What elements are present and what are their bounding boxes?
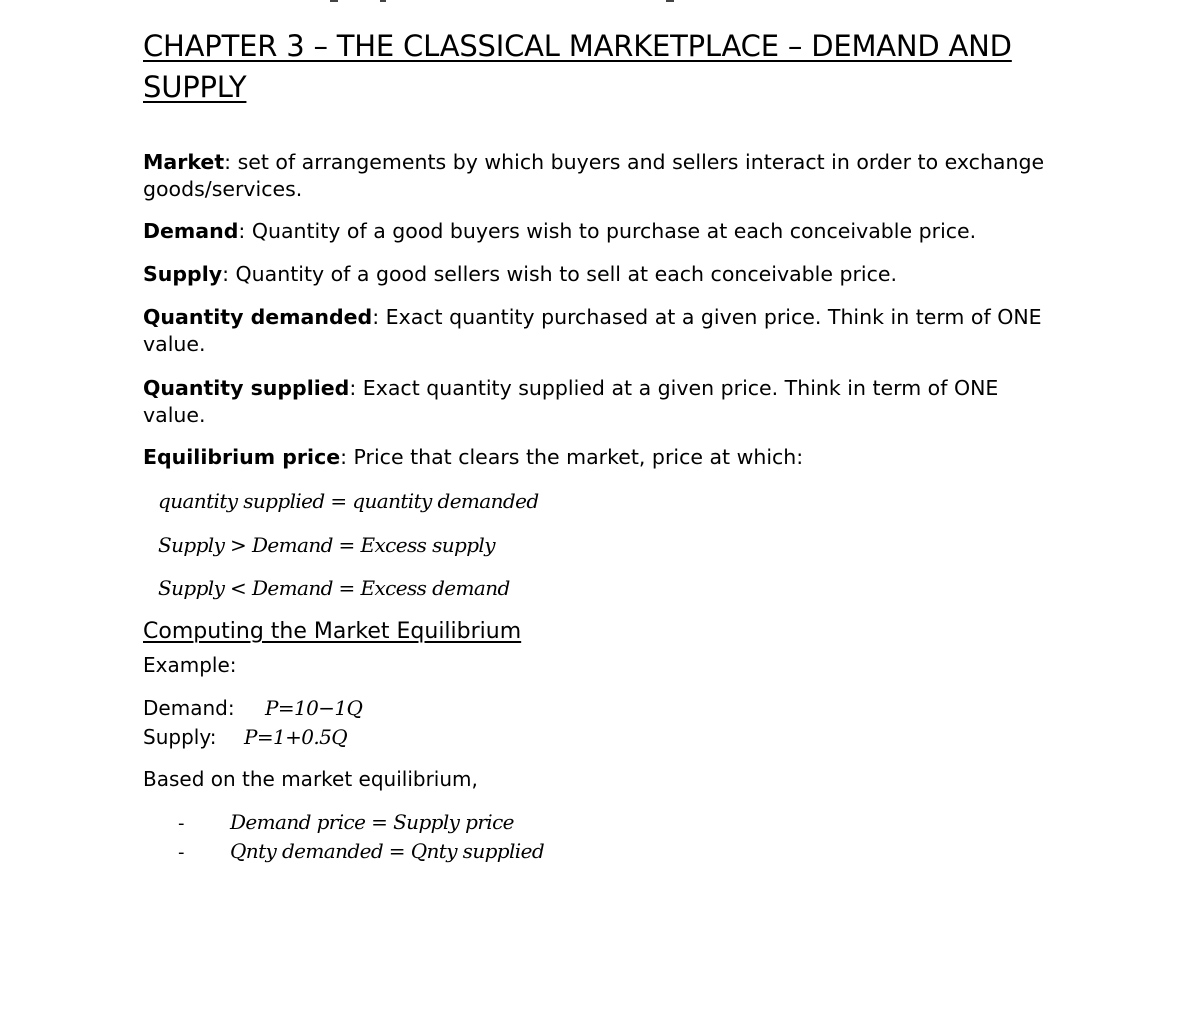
definition-text: : Quantity of a good sellers wish to sell at each conceivable price. — [222, 262, 898, 286]
definition-term: Quantity demanded — [143, 305, 373, 329]
bullet-quantity-equality: Qnty demanded = Qnty supplied — [230, 839, 545, 863]
definition-quantity-supplied — [143, 375, 1048, 429]
definition-term: Equilibrium price — [143, 445, 341, 469]
chapter-heading: CHAPTER 3 – THE CLASSICAL MARKETPLACE – DEMAND AND SUPPLY — [143, 29, 1012, 104]
supply-label: Supply: — [143, 725, 217, 749]
definition-market — [143, 149, 1048, 203]
definition-term: Demand — [143, 219, 239, 243]
demand-label: Demand: — [143, 696, 235, 720]
bullet-dash: - — [178, 842, 185, 863]
definition-term: Supply — [143, 262, 223, 286]
based-on-text: Based on the market equilibrium, — [143, 767, 478, 791]
definition-term: Quantity supplied — [143, 376, 350, 400]
definition-text: : Price that clears the market, price at which: — [340, 445, 804, 469]
definition-demand — [143, 218, 1048, 245]
equation-excess-demand: Supply < Demand = Excess demand — [158, 576, 510, 600]
bullet-dash: - — [178, 813, 185, 834]
equation-equilibrium: quantity supplied = quantity demanded — [158, 489, 539, 513]
example-label: Example: — [143, 653, 237, 677]
definition-quantity-demanded — [143, 304, 1048, 358]
equation-excess-supply: Supply > Demand = Excess supply — [158, 533, 495, 557]
demand-equation: P=10−1Q — [265, 696, 363, 720]
definition-term: Market — [143, 150, 225, 174]
bullet-price-equality: Demand price = Supply price — [230, 810, 514, 834]
definition-text: : Exact quantity purchased at a given price. Think in term of ONE value. — [143, 305, 1042, 356]
definition-equilibrium-price — [143, 444, 1048, 471]
supply-equation: P=1+0.5Q — [244, 725, 348, 749]
top-page-marks — [330, 0, 690, 4]
definition-supply — [143, 261, 1048, 288]
definition-text: : Quantity of a good buyers wish to purchase at each conceivable price. — [238, 219, 977, 243]
definition-text: : Exact quantity supplied at a given price. Think in term of ONE value. — [143, 376, 999, 427]
section-subheading: Computing the Market Equilibrium — [143, 619, 522, 644]
definition-text: : set of arrangements by which buyers and sellers interact in order to exchange goods/services. — [143, 150, 1045, 201]
